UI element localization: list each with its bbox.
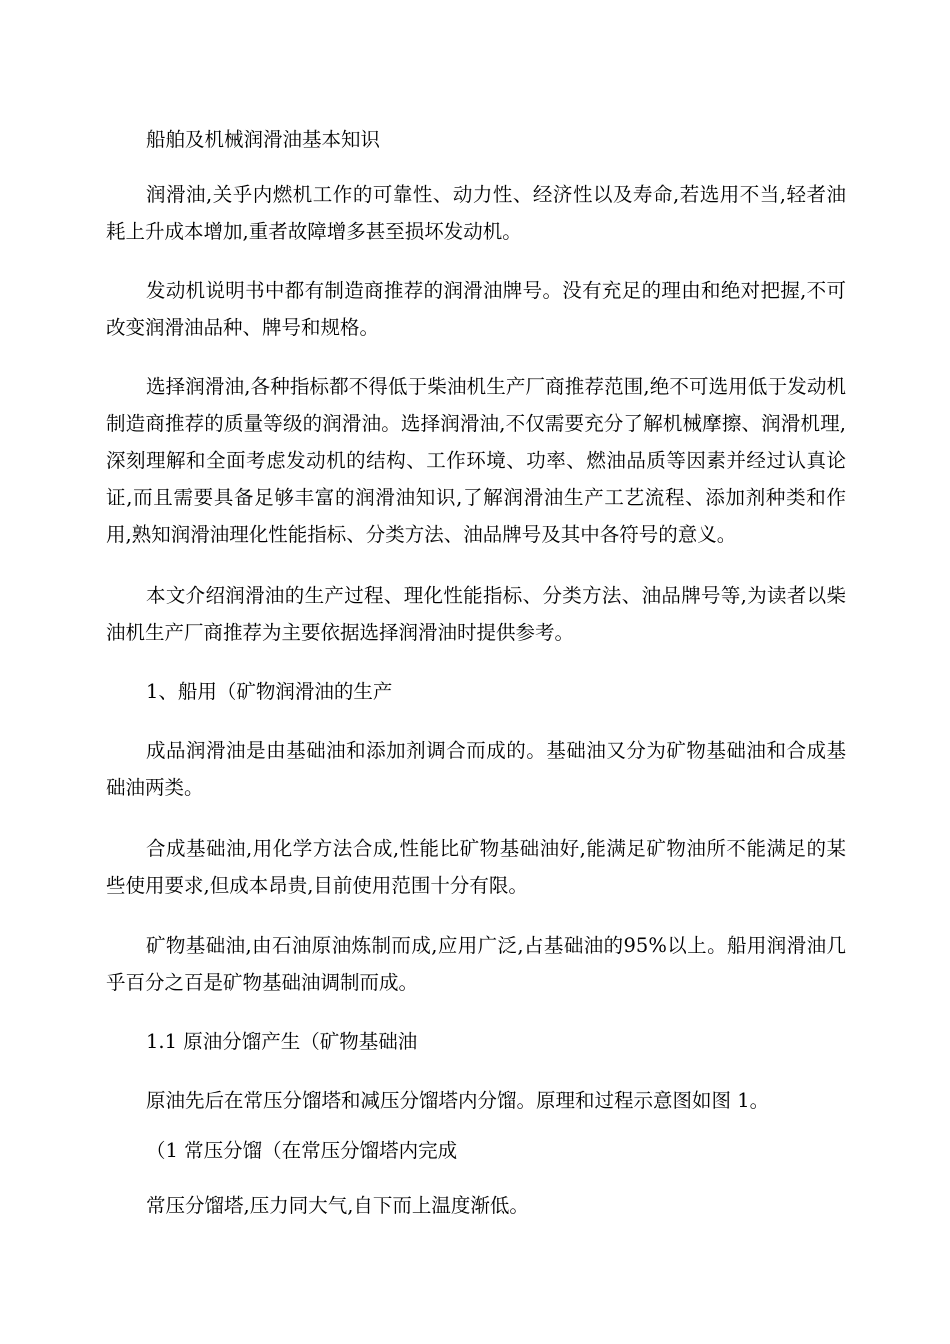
paragraph-synthetic-oil: 合成基础油,用化学方法合成,性能比矿物基础油好,能满足矿物油所不能满足的某些使用要求,但成本昂贵,目前使用范围十分有限。 [106,837,846,897]
paragraph-intro: 润滑油,关乎内燃机工作的可靠性、动力性、经济性以及寿命,若选用不当,轻者油耗上升成本增加,重者故障增多甚至损坏发动机。 [106,183,846,243]
paragraph-selection: 选择润滑油,各种指标都不得低于柴油机生产厂商推荐范围,绝不可选用低于发动机制造商推荐的质量等级的润滑油。选择润滑油,不仅需要充分了解机械摩擦、润滑机理,深刻理解和全面考虑发动机的结构、工作环境、功率、燃油品质等因素并经过认真论证,而且需要具备足够丰富的润滑油知识,了解润滑油生产工艺流程、添加剂种类和作用,熟知润滑油理化性能指标、分类方法、油品牌号及其中各符号的意义。 [106,375,846,546]
subsection-heading: （1 常压分馏（在常压分馏塔内完成 [146,1139,458,1162]
paragraph-manual: 发动机说明书中都有制造商推荐的润滑油牌号。没有充足的理由和绝对把握,不可改变润滑油品种、牌号和规格。 [106,279,846,339]
section-heading-1-1: 1.1 原油分馏产生（矿物基础油 [146,1030,418,1053]
document-title: 船舶及机械润滑油基本知识 [146,128,381,151]
paragraph-mineral-oil: 矿物基础油,由石油原油炼制而成,应用广泛,占基础油的95%以上。船用润滑油几乎百分之百是矿物基础油调制而成。 [106,934,846,994]
section-heading-1: 1、船用（矿物润滑油的生产 [146,680,393,703]
paragraph-base-oil: 成品润滑油是由基础油和添加剂调合而成的。基础油又分为矿物基础油和合成基础油两类。 [106,739,846,799]
paragraph-purpose: 本文介绍润滑油的生产过程、理化性能指标、分类方法、油品牌号等,为读者以柴油机生产厂商推荐为主要依据选择润滑油时提供参考。 [106,584,846,644]
paragraph-fractionation: 原油先后在常压分馏塔和减压分馏塔内分馏。原理和过程示意图如图 1。 [146,1089,770,1112]
paragraph-atmospheric-tower: 常压分馏塔,压力同大气,自下而上温度渐低。 [146,1194,529,1217]
